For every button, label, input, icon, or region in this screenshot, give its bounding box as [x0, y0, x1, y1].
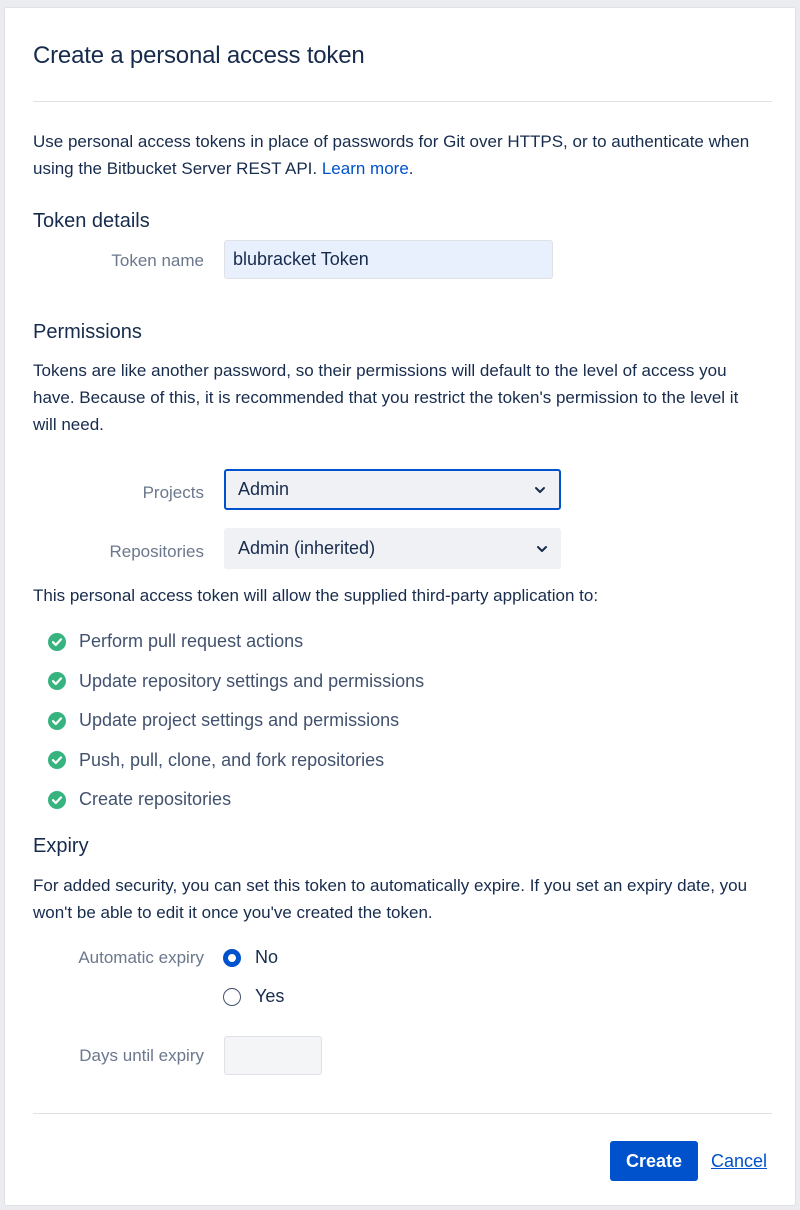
expiry-description: For added security, you can set this token to automatically expire. If you set an expiry date, you won't be able to edit it once you've created the token.: [33, 876, 748, 922]
repositories-select[interactable]: [224, 528, 561, 569]
chevron-down-icon: [535, 542, 549, 556]
create-button[interactable]: Create: [610, 1141, 698, 1181]
radio-unselected-icon[interactable]: [223, 988, 241, 1006]
radio-selected-icon[interactable]: [223, 949, 241, 967]
footer-divider: [33, 1113, 772, 1114]
check-circle-icon: [47, 750, 67, 770]
list-item: [47, 622, 424, 662]
projects-select-value: Admin: [238, 479, 290, 499]
permission-item-label: Update project settings and permissions: [79, 710, 400, 731]
check-circle-icon: [47, 671, 67, 691]
allow-text: This personal access token will allow the supplied third-party application to:: [33, 586, 599, 605]
intro-paragraph: [33, 128, 753, 182]
list-item: [47, 741, 424, 781]
radio-no-label: No: [255, 947, 279, 967]
expiry-radio-no[interactable]: [223, 947, 278, 968]
radio-yes-label: Yes: [255, 986, 285, 1006]
permission-item-label: Update repository settings and permissions: [79, 670, 425, 691]
create-token-dialog: [4, 7, 796, 1206]
expiry-heading: Expiry: [33, 835, 89, 857]
permission-item-label: Create repositories: [79, 789, 232, 810]
dialog-title: Create a personal access token: [33, 42, 365, 69]
permissions-heading: Permissions: [33, 321, 142, 343]
cancel-link[interactable]: Cancel: [711, 1150, 768, 1171]
learn-more-link[interactable]: Learn more: [321, 159, 409, 178]
check-circle-icon: [47, 711, 67, 731]
repositories-label: Repositories: [109, 542, 204, 561]
list-item: [47, 662, 424, 702]
permissions-description: Tokens are like another password, so their permissions will default to the level of access you have. Because of this, it is recommended that you restrict the token's permission to the level it will need.: [33, 361, 739, 434]
days-until-expiry-label: Days until expiry: [79, 1046, 204, 1065]
days-until-expiry-input[interactable]: [224, 1036, 322, 1075]
automatic-expiry-label: Automatic expiry: [78, 948, 204, 967]
intro-end: .: [408, 159, 414, 178]
header-divider: [33, 101, 772, 102]
projects-label: Projects: [142, 483, 204, 502]
repositories-select-value: Admin (inherited): [238, 538, 376, 558]
list-item: [47, 780, 424, 820]
list-item: [47, 701, 424, 741]
projects-select[interactable]: [224, 469, 561, 510]
chevron-down-icon: [533, 483, 547, 497]
check-circle-icon: [47, 790, 67, 810]
permission-item-label: Push, pull, clone, and fork repositories: [79, 749, 385, 770]
permission-list: [47, 622, 424, 820]
permission-item-label: Perform pull request actions: [79, 631, 304, 652]
token-details-heading: Token details: [33, 210, 150, 232]
token-name-input[interactable]: [224, 240, 553, 279]
expiry-radio-yes[interactable]: [223, 986, 284, 1007]
token-name-label: Token name: [111, 251, 204, 270]
check-circle-icon: [47, 632, 67, 652]
intro-text: Use personal access tokens in place of passwords for Git over HTTPS, or to authenticate when using the Bitbucket Server REST API.: [33, 132, 750, 178]
